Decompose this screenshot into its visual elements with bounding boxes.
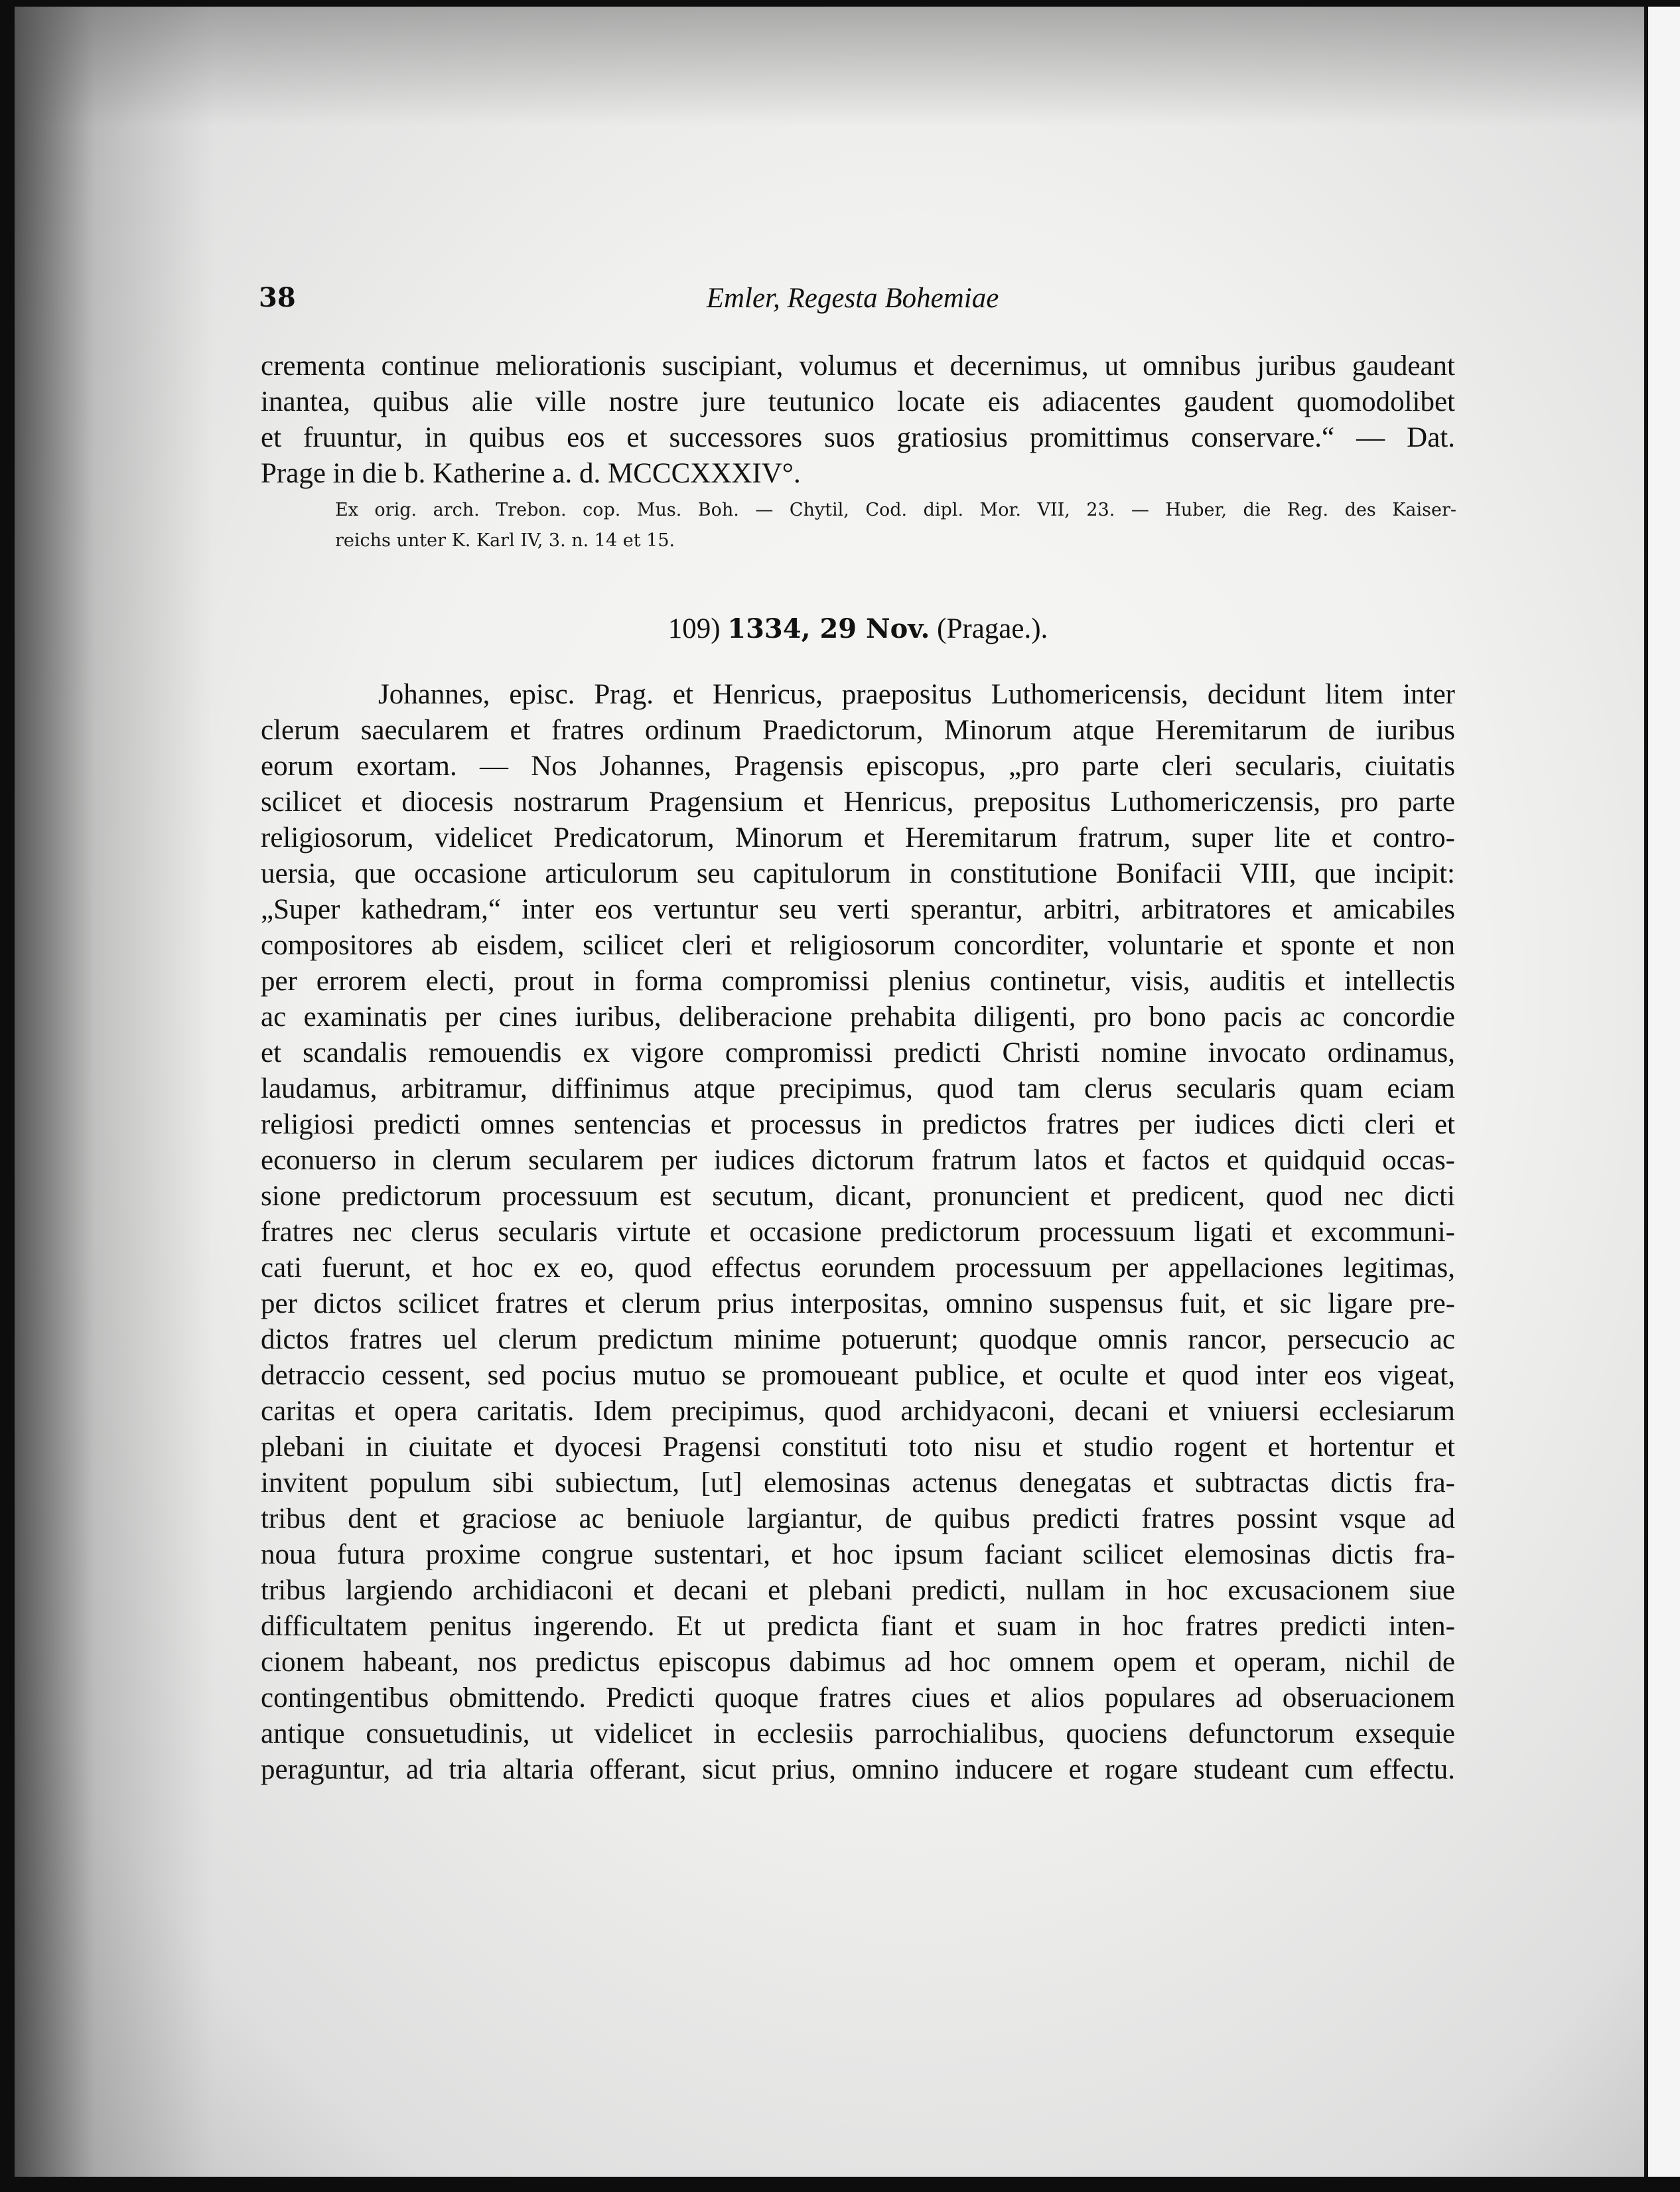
- text-line: dictos fratres uel clerum predictum minime potuerunt; quodque omnis rancor, persecucio ac: [261, 1324, 1455, 1355]
- text-line: per dictos scilicet fratres et clerum prius interpositas, omnino suspensus fuit, et sic ligare pre-: [261, 1288, 1455, 1319]
- source-citation: [335, 495, 1456, 556]
- entry-date: 1334, 29 Nov.: [727, 613, 930, 644]
- text-line: inantea, quibus alie ville nostre jure teutunico locate eis adiacentes gaudent quomodolibet: [261, 386, 1455, 417]
- entry-number: 109): [667, 613, 721, 644]
- citation-line: reichs unter K. Karl IV, 3. n. 14 et 15.: [335, 530, 675, 551]
- text-line: scilicet et diocesis nostrarum Pragensium et Henricus, prepositus Luthomericzensis, pro parte: [261, 786, 1455, 818]
- entry-place: (Pragae.).: [937, 613, 1048, 644]
- page-edge: [1644, 7, 1680, 2177]
- text-line: „Super kathedram,“ inter eos vertuntur seu verti sperantur, arbitri, arbitratores et amicabiles: [261, 894, 1455, 925]
- text-line: laudamus, arbitramur, diffinimus atque precipimus, quod tam clerus secularis quam eciam: [261, 1073, 1455, 1104]
- text-line: difficultatem penitus ingerendo. Et ut predicta fiant et suam in hoc fratres predicti inten-: [261, 1611, 1455, 1642]
- text-line: cionem habeant, nos predictus episcopus dabimus ad hoc omnem opem et operam, nichil de: [261, 1646, 1455, 1678]
- text-line: et fruuntur, in quibus eos et successores suos gratiosius promittimus conservare.“ — Dat.: [261, 422, 1455, 453]
- running-title: Emler, Regesta Bohemiae: [706, 283, 999, 314]
- text-line: econuerso in clerum secularem per iudices dictorum fratrum latos et factos et quidquid occas-: [261, 1145, 1455, 1176]
- text-line: compositores ab eisdem, scilicet cleri et religiosorum concorditer, voluntarie et sponte et non: [261, 930, 1455, 961]
- text-line: detraccio cessent, sed pocius mutuo se promoueant publice, et oculte et quod inter eos vigeat,: [261, 1360, 1455, 1391]
- text-line: religiosorum, videlicet Predicatorum, Minorum et Heremitarum fratrum, super lite et contro-: [261, 822, 1455, 853]
- text-line: contingentibus obmittendo. Predicti quoque fratres ciues et alios populares ad obseruacionem: [261, 1682, 1455, 1714]
- text-line: fratres nec clerus secularis virtute et occasione predictorum processuum ligati et excommuni-: [261, 1216, 1455, 1248]
- text-line: crementa continue meliorationis suscipiant, volumus et decernimus, ut omnibus juribus gaudeant: [261, 350, 1455, 382]
- text-line: Johannes, episc. Prag. et Henricus, praepositus Luthomericensis, decidunt litem inter: [378, 679, 1455, 710]
- text-line: caritas et opera caritatis. Idem precipimus, quod archidyaconi, decani et vniuersi ecclesiarum: [261, 1396, 1455, 1427]
- text-line: peraguntur, ad tria altaria offerant, sicut prius, omnino inducere et rogare studeant cum effectu.: [261, 1754, 1455, 1785]
- text-line: uersia, que occasione articulorum seu capitulorum in constitutione Bonifacii VIII, que incipit:: [261, 858, 1455, 889]
- text-line: noua futura proxime congrue sustentari, et hoc ipsum faciant scilicet elemosinas dictis fra-: [261, 1539, 1455, 1570]
- text-line: clerum saecularem et fratres ordinum Praedictorum, Minorum atque Heremitarum de iuribus: [261, 715, 1455, 746]
- text-line: antique consuetudinis, ut videlicet in ecclesiis parrochialibus, quociens defunctorum exsequie: [261, 1718, 1455, 1749]
- entry-heading: [261, 613, 1455, 645]
- text-line: eorum exortam. — Nos Johannes, Pragensis episcopus, „pro parte cleri secularis, ciuitatis: [261, 751, 1455, 782]
- text-line: tribus largiendo archidiaconi et decani et plebani predicti, nullam in hoc excusacionem siue: [261, 1575, 1455, 1606]
- text-line: religiosi predicti omnes sentencias et processus in predictos fratres per iudices dicti cleri et: [261, 1109, 1455, 1140]
- text-line: cati fuerunt, et hoc ex eo, quod effectus eorundem processuum per appellaciones legitimas,: [261, 1252, 1455, 1283]
- running-header: [259, 282, 1446, 315]
- text-line: ac examinatis per cines iuribus, deliberacione prehabita diligenti, pro bono pacis ac concordie: [261, 1001, 1455, 1033]
- citation-line: Ex orig. arch. Trebon. cop. Mus. Boh. — Chytil, Cod. dipl. Mor. VII, 23. — Huber, die Reg. des Kaiser-: [335, 500, 1456, 520]
- text-line: per errorem electi, prout in forma compromissi plenius continetur, visis, auditis et intellectis: [261, 966, 1455, 997]
- text-line: Prage in die b. Katherine a. d. MCCCXXXIV°.: [261, 458, 801, 489]
- continued-paragraph: [261, 348, 1455, 492]
- text-line: et scandalis remouendis ex vigore compromissi predicti Christi nomine invocato ordinamus,: [261, 1037, 1455, 1068]
- text-line: invitent populum sibi subiectum, [ut] elemosinas actenus denegatas et subtractas dictis fra-: [261, 1467, 1455, 1498]
- text-line: tribus dent et graciose ac beniuole largiantur, de quibus predicti fratres possint vsque ad: [261, 1503, 1455, 1534]
- text-line: plebani in ciuitate et dyocesi Pragensi constituti toto nisu et studio rogent et hortentur et: [261, 1431, 1455, 1463]
- entry-body: [261, 677, 1455, 1788]
- page-number: 38: [259, 282, 296, 313]
- text-line: sione predictorum processuum est secutum, dicant, pronuncient et predicent, quod nec dicti: [261, 1181, 1455, 1212]
